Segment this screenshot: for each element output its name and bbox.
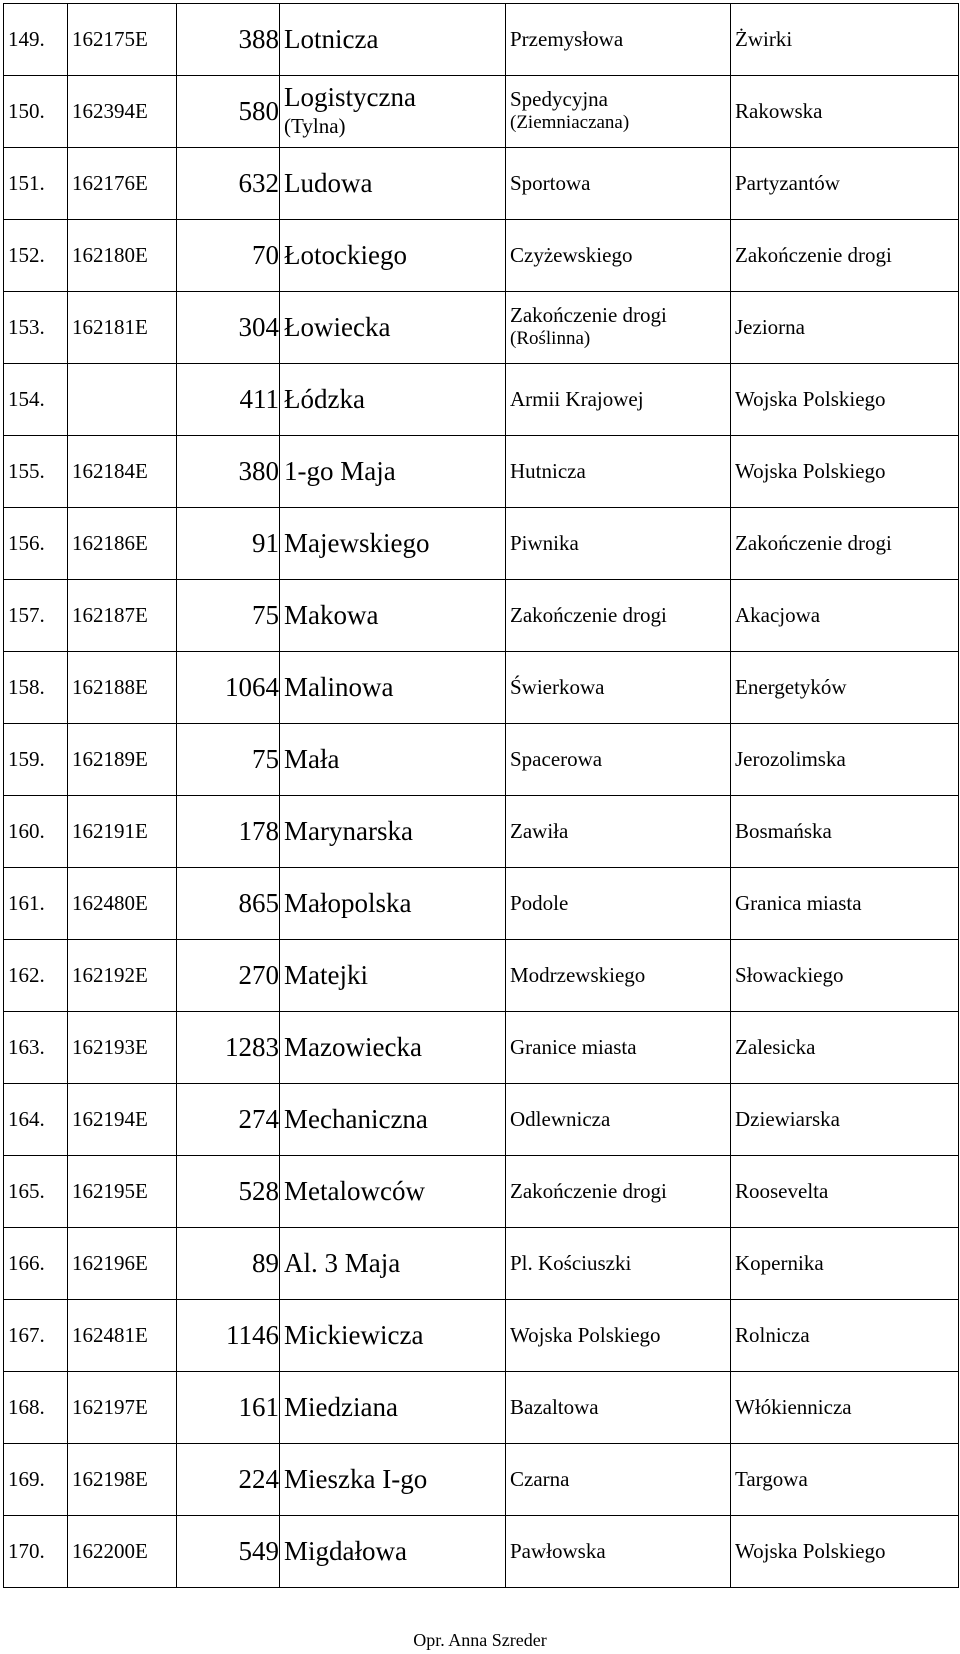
table-row	[4, 1228, 959, 1300]
cell-from: Pl. Kościuszki	[506, 1228, 731, 1300]
cell-to: Akacjowa	[731, 580, 959, 652]
cell-number: 169.	[4, 1444, 68, 1516]
table-row	[4, 148, 959, 220]
footer-author: Opr. Anna Szreder	[413, 1630, 547, 1650]
table-row	[4, 724, 959, 796]
cell-street-name: Małopolska	[280, 868, 506, 940]
cell-from: Hutnicza	[506, 436, 731, 508]
cell-to: Wojska Polskiego	[731, 1516, 959, 1588]
cell-from-main: Spedycyjna	[510, 86, 608, 111]
cell-road-id: 162193E	[68, 1012, 177, 1084]
table-row	[4, 4, 959, 76]
cell-road-id: 162189E	[68, 724, 177, 796]
cell-from: Czyżewskiego	[506, 220, 731, 292]
table-row	[4, 1156, 959, 1228]
cell-to: Rakowska	[731, 76, 959, 148]
cell-from: Granice miasta	[506, 1012, 731, 1084]
cell-road-id: 162188E	[68, 652, 177, 724]
cell-from: Wojska Polskiego	[506, 1300, 731, 1372]
cell-number: 167.	[4, 1300, 68, 1372]
cell-number: 156.	[4, 508, 68, 580]
cell-road-id: 162195E	[68, 1156, 177, 1228]
cell-length: 1146	[177, 1300, 280, 1372]
cell-street-name: Metalowców	[280, 1156, 506, 1228]
cell-number: 155.	[4, 436, 68, 508]
cell-number: 152.	[4, 220, 68, 292]
cell-road-id	[68, 364, 177, 436]
cell-road-id: 162481E	[68, 1300, 177, 1372]
cell-street-name: 1-go Maja	[280, 436, 506, 508]
cell-road-id: 162192E	[68, 940, 177, 1012]
cell-to: Partyzantów	[731, 148, 959, 220]
cell-from: Bazaltowa	[506, 1372, 731, 1444]
table-row	[4, 1300, 959, 1372]
table-row	[4, 652, 959, 724]
cell-road-id: 162198E	[68, 1444, 177, 1516]
cell-street-name: Mała	[280, 724, 506, 796]
cell-number: 154.	[4, 364, 68, 436]
cell-number: 165.	[4, 1156, 68, 1228]
cell-from: Modrzewskiego	[506, 940, 731, 1012]
cell-road-id: 162196E	[68, 1228, 177, 1300]
cell-length: 75	[177, 580, 280, 652]
cell-street-name: Mieszka I-go	[280, 1444, 506, 1516]
cell-road-id: 162480E	[68, 868, 177, 940]
cell-length: 380	[177, 436, 280, 508]
cell-to: Dziewiarska	[731, 1084, 959, 1156]
cell-number: 159.	[4, 724, 68, 796]
roads-table-body	[4, 4, 959, 1588]
cell-length: 411	[177, 364, 280, 436]
table-row	[4, 940, 959, 1012]
cell-road-id: 162175E	[68, 4, 177, 76]
cell-street-name-note: (Tylna)	[284, 113, 346, 138]
table-row	[4, 1372, 959, 1444]
cell-length: 91	[177, 508, 280, 580]
cell-street-name: Marynarska	[280, 796, 506, 868]
cell-to: Zakończenie drogi	[731, 508, 959, 580]
table-row	[4, 436, 959, 508]
cell-to: Wojska Polskiego	[731, 364, 959, 436]
cell-to: Jeziorna	[731, 292, 959, 364]
cell-number: 158.	[4, 652, 68, 724]
cell-number: 164.	[4, 1084, 68, 1156]
cell-number: 150.	[4, 76, 68, 148]
cell-from: Piwnika	[506, 508, 731, 580]
cell-number: 149.	[4, 4, 68, 76]
cell-street-name: Łódzka	[280, 364, 506, 436]
table-row	[4, 1516, 959, 1588]
cell-to: Wojska Polskiego	[731, 436, 959, 508]
table-row	[4, 364, 959, 436]
cell-number: 153.	[4, 292, 68, 364]
cell-to: Zalesicka	[731, 1012, 959, 1084]
cell-length: 528	[177, 1156, 280, 1228]
cell-to: Rolnicza	[731, 1300, 959, 1372]
cell-street-name: Al. 3 Maja	[280, 1228, 506, 1300]
cell-street-name-main: Logistyczna	[284, 82, 416, 113]
cell-street-name: Miedziana	[280, 1372, 506, 1444]
cell-to: Roosevelta	[731, 1156, 959, 1228]
cell-to: Kopernika	[731, 1228, 959, 1300]
cell-street-name: Malinowa	[280, 652, 506, 724]
cell-road-id: 162197E	[68, 1372, 177, 1444]
cell-street-name: Migdałowa	[280, 1516, 506, 1588]
table-row	[4, 220, 959, 292]
cell-from-note: (Roślinna)	[510, 327, 591, 349]
cell-to: Granica miasta	[731, 868, 959, 940]
cell-from: Spacerowa	[506, 724, 731, 796]
cell-number: 166.	[4, 1228, 68, 1300]
cell-length: 178	[177, 796, 280, 868]
cell-length: 580	[177, 76, 280, 148]
cell-from	[506, 292, 731, 364]
cell-road-id: 162181E	[68, 292, 177, 364]
cell-to: Żwirki	[731, 4, 959, 76]
cell-street-name: Mechaniczna	[280, 1084, 506, 1156]
roads-table	[3, 3, 959, 1588]
cell-street-name: Makowa	[280, 580, 506, 652]
table-row	[4, 868, 959, 940]
cell-length: 89	[177, 1228, 280, 1300]
cell-from-main: Zakończenie drogi	[510, 302, 667, 327]
cell-road-id: 162200E	[68, 1516, 177, 1588]
cell-from: Świerkowa	[506, 652, 731, 724]
cell-from-note: (Ziemniaczana)	[510, 111, 630, 133]
cell-to: Bosmańska	[731, 796, 959, 868]
cell-from: Przemysłowa	[506, 4, 731, 76]
cell-from: Zakończenie drogi	[506, 580, 731, 652]
cell-road-id: 162394E	[68, 76, 177, 148]
cell-number: 162.	[4, 940, 68, 1012]
table-row	[4, 796, 959, 868]
table-row	[4, 292, 959, 364]
cell-from: Pawłowska	[506, 1516, 731, 1588]
cell-number: 163.	[4, 1012, 68, 1084]
cell-to: Energetyków	[731, 652, 959, 724]
table-row	[4, 1084, 959, 1156]
cell-from: Odlewnicza	[506, 1084, 731, 1156]
cell-road-id: 162180E	[68, 220, 177, 292]
cell-street-name: Mickiewicza	[280, 1300, 506, 1372]
cell-to: Włókiennicza	[731, 1372, 959, 1444]
cell-from	[506, 76, 731, 148]
cell-number: 168.	[4, 1372, 68, 1444]
cell-street-name	[280, 76, 506, 148]
cell-to: Targowa	[731, 1444, 959, 1516]
table-row	[4, 1444, 959, 1516]
cell-length: 270	[177, 940, 280, 1012]
cell-length: 304	[177, 292, 280, 364]
table-row	[4, 1012, 959, 1084]
cell-length: 75	[177, 724, 280, 796]
cell-road-id: 162194E	[68, 1084, 177, 1156]
cell-number: 160.	[4, 796, 68, 868]
cell-road-id: 162191E	[68, 796, 177, 868]
cell-number: 161.	[4, 868, 68, 940]
cell-street-name: Majewskiego	[280, 508, 506, 580]
cell-from: Sportowa	[506, 148, 731, 220]
cell-length: 1064	[177, 652, 280, 724]
cell-length: 70	[177, 220, 280, 292]
cell-length: 865	[177, 868, 280, 940]
cell-length: 632	[177, 148, 280, 220]
cell-road-id: 162186E	[68, 508, 177, 580]
cell-from: Zakończenie drogi	[506, 1156, 731, 1228]
cell-to: Zakończenie drogi	[731, 220, 959, 292]
table-row	[4, 580, 959, 652]
cell-street-name: Mazowiecka	[280, 1012, 506, 1084]
table-row	[4, 76, 959, 148]
cell-length: 388	[177, 4, 280, 76]
cell-to: Słowackiego	[731, 940, 959, 1012]
cell-length: 549	[177, 1516, 280, 1588]
cell-to: Jerozolimska	[731, 724, 959, 796]
cell-road-id: 162176E	[68, 148, 177, 220]
cell-length: 161	[177, 1372, 280, 1444]
cell-road-id: 162184E	[68, 436, 177, 508]
cell-number: 151.	[4, 148, 68, 220]
cell-street-name: Łowiecka	[280, 292, 506, 364]
cell-street-name: Łotockiego	[280, 220, 506, 292]
table-row	[4, 508, 959, 580]
cell-length: 224	[177, 1444, 280, 1516]
cell-from: Zawiła	[506, 796, 731, 868]
cell-number: 157.	[4, 580, 68, 652]
cell-number: 170.	[4, 1516, 68, 1588]
cell-street-name: Ludowa	[280, 148, 506, 220]
cell-from: Armii Krajowej	[506, 364, 731, 436]
cell-length: 274	[177, 1084, 280, 1156]
cell-street-name: Matejki	[280, 940, 506, 1012]
cell-road-id: 162187E	[68, 580, 177, 652]
cell-street-name: Lotnicza	[280, 4, 506, 76]
cell-from: Podole	[506, 868, 731, 940]
cell-length: 1283	[177, 1012, 280, 1084]
cell-from: Czarna	[506, 1444, 731, 1516]
